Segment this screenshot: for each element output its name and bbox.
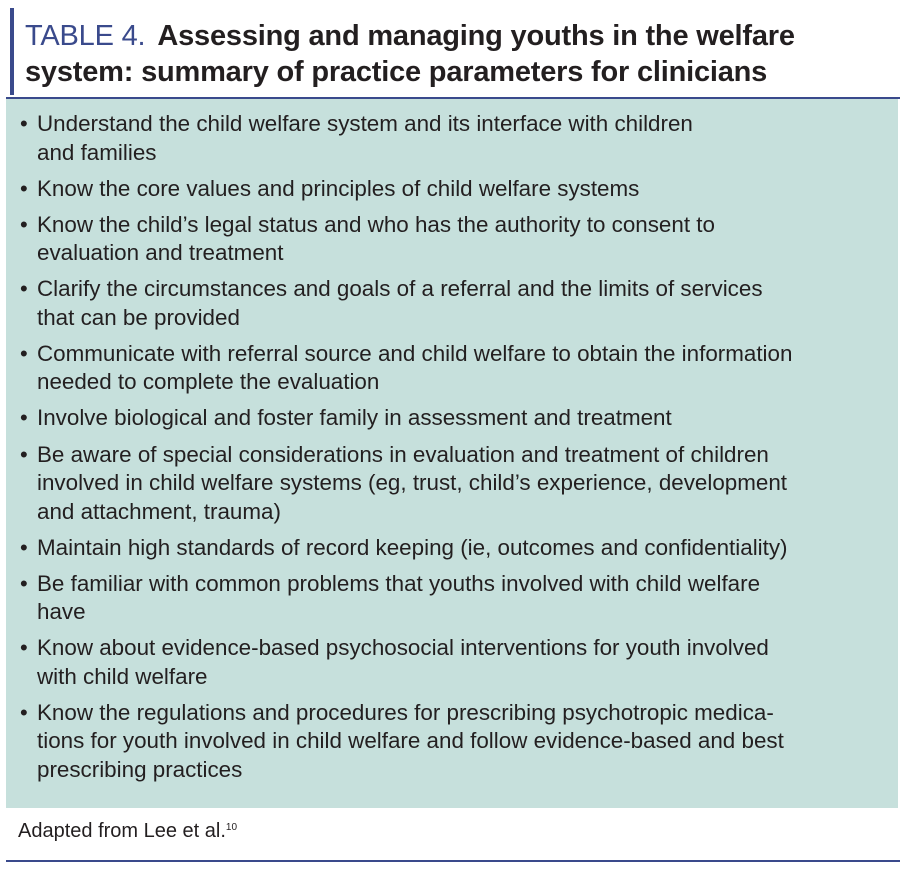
table-title-text-1: Assessing and managing youths in the welfare: [157, 20, 795, 52]
list-item: [20, 340, 892, 397]
list-item: [20, 699, 892, 785]
list-item: [20, 570, 892, 627]
bullet-icon: •: [20, 699, 28, 725]
list-item: [20, 534, 892, 563]
list-item: [20, 211, 892, 268]
list-item-text: Clarify the circumstances and goals of a referral and the limits of services that can be provided: [37, 276, 763, 330]
bullet-icon: •: [20, 635, 28, 661]
table-content: [6, 99, 898, 808]
footnote-text: Adapted from Lee et al.: [18, 820, 226, 842]
list-item-text: Understand the child welfare system and its interface with children and families: [37, 111, 693, 165]
table-title-line-2: system: summary of practice parameters for clinicians: [25, 56, 768, 88]
footnote-reference: 10: [225, 822, 238, 833]
practice-parameters-list: [20, 110, 892, 792]
bullet-icon: •: [20, 570, 28, 596]
list-item-text: Know the child’s legal status and who has the authority to consent to evaluation and treatment: [37, 211, 715, 266]
bullet-icon: •: [20, 211, 28, 237]
bullet-icon: •: [20, 405, 28, 431]
list-item-text: Maintain high standards of record keeping (ie, outcomes and confidentiality): [37, 534, 788, 560]
list-item: [20, 275, 892, 332]
list-item-text: Know about evidence-based psychosocial interventions for youth involved with child welfare: [37, 635, 769, 689]
list-item-text: Be aware of special considerations in evaluation and treatment of children involved in child welfare systems (eg, trust, child’s experience, development and attachment, trauma): [37, 441, 788, 524]
list-item-text: Know the core values and principles of child welfare systems: [37, 175, 640, 201]
list-item-text: Communicate with referral source and child welfare to obtain the information needed to complete the evaluation: [37, 340, 793, 395]
bullet-icon: •: [20, 534, 28, 560]
table-title-line-1: [25, 20, 795, 53]
list-item-text: Involve biological and foster family in assessment and treatment: [37, 405, 672, 431]
list-item: [20, 634, 892, 691]
bullet-icon: •: [20, 111, 28, 136]
list-item-text: Be familiar with common problems that youths involved with child welfare have: [37, 570, 761, 625]
list-item: [20, 175, 892, 204]
table-footnote: [18, 820, 237, 843]
bullet-icon: •: [20, 175, 28, 201]
bottom-divider: [6, 860, 900, 862]
list-item: [20, 110, 892, 167]
bullet-icon: •: [20, 441, 28, 467]
table-title-block: [10, 8, 900, 95]
bullet-icon: •: [20, 340, 28, 366]
list-item: [20, 404, 892, 433]
list-item-text: Know the regulations and procedures for prescribing psychotropic medica- tions for youth involved in child welfare and follow evidence-based and best prescribing practices: [37, 699, 784, 782]
bullet-icon: •: [20, 276, 28, 302]
table-label: TABLE 4.: [25, 20, 146, 52]
table-4: [6, 8, 900, 808]
list-item: [20, 441, 892, 527]
